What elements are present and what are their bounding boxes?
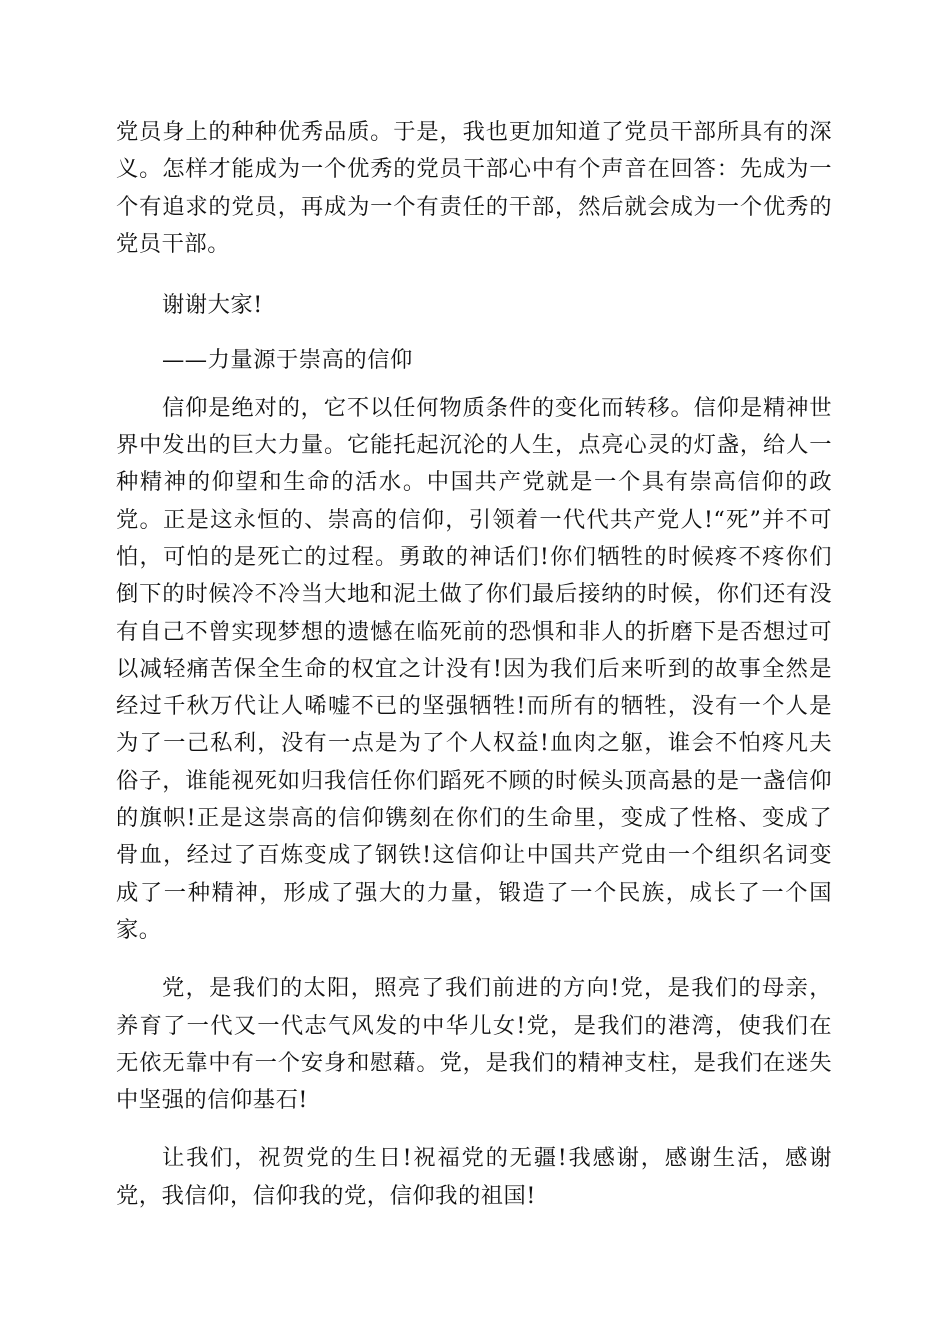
paragraph-thanks: 谢谢大家! xyxy=(162,292,263,319)
paragraph-continuation: 党员身上的种种优秀品质。于是，我也更加知道了党员干部所具有的深义。怎样才能成为一个优秀的党员干部心中有个声音在回答：先成为一个有追求的党员，再成为一个有责任的干部，然后就会成为一个优秀的党员干部。 xyxy=(116,119,832,257)
paragraph-closing: 让我们，祝贺党的生日!祝福党的无疆!我感谢，感谢生活，感谢党，我信仰，信仰我的党，信仰我的祖国! xyxy=(116,1145,832,1209)
paragraph-faith: 信仰是绝对的，它不以任何物质条件的变化而转移。信仰是精神世界中发出的巨大力量。它能托起沉沦的人生，点亮心灵的灯盏，给人一种精神的仰望和生命的活水。中国共产党就是一个具有崇高信仰的政党。正是这永恒的、崇高的信仰，引领着一代代共产党人!“死”并不可怕，可怕的是死亡的过程。勇敢的神话们!你们牺牲的时候疼不疼你们倒下的时候冷不冷当大地和泥土做了你们最后接纳的时候，你们还有没有自己不曾实现梦想的遗憾在临死前的恐惧和非人的折磨下是否想过可以减轻痛苦保全生命的权宜之计没有!因为我们后来听到的故事全然是经过千秋万代让人唏嘘不已的坚强牺牲!而所有的牺牲，没有一个人是为了一己私利，没有一点是为了个人权益!血肉之躯，谁会不怕疼凡夫俗子，谁能视死如归我信任你们蹈死不顾的时候头顶高悬的是一盏信仰的旗帜!正是这崇高的信仰镌刻在你们的生命里，变成了性格、变成了骨血，经过了百炼变成了钢铁!这信仰让中国共产党由一个组织名词变成了一种精神，形成了强大的力量，锻造了一个民族，成长了一个国家。 xyxy=(116,394,832,943)
paragraph-party: 党，是我们的太阳，照亮了我们前进的方向!党，是我们的母亲，养育了一代又一代志气风发的中华儿女!党，是我们的港湾，使我们在无依无靠中有一个安身和慰藉。党，是我们的精神支柱，是我们在迷失中坚强的信仰基石! xyxy=(116,975,832,1114)
document-body xyxy=(116,114,832,1215)
section-title: ——力量源于崇高的信仰 xyxy=(162,347,413,374)
